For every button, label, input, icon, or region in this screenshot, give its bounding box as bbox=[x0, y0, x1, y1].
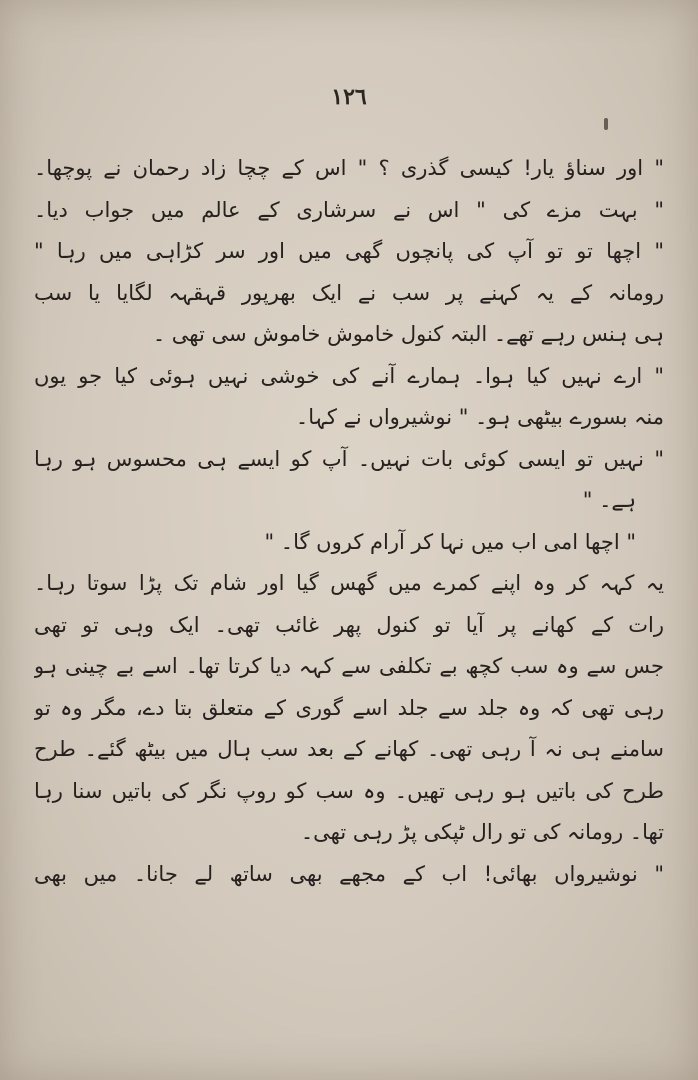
text-line: " نہیں تو ایسی کوئی بات نہیں۔ آپ کو ایسے ہی محسوس ہو رہا bbox=[34, 446, 664, 471]
page-text bbox=[34, 148, 664, 895]
text-line: " اچھا تو تو آپ کی پانچوں گھی میں اور سر کڑاہی میں رہا " bbox=[34, 239, 664, 263]
text-line: جس سے وہ سب کچھ بے تکلفی سے کہہ دیا کرتا تھا۔ اسے بے چینی ہو bbox=[34, 654, 664, 678]
text-line: " ارے نہیں کیا ہوا۔ ہمارے آنے کی خوشی نہیں ہوئی کیا جو یوں bbox=[34, 363, 664, 388]
text-line: رات کے کھانے پر آیا تو کنول پھر غائب تھی۔ ایک وہی تو تھی bbox=[34, 612, 664, 637]
page-number: ١٢٦ bbox=[331, 84, 367, 110]
text-line: ہے۔ " bbox=[582, 488, 636, 512]
text-line: طرح کی باتیں ہو رہی تھیں۔ وہ سب کو روپ نگر کی باتیں سنا رہا bbox=[34, 778, 664, 803]
text-line: " بہت مزے کی " اس نے سرشاری کے عالم میں جواب دیا۔ bbox=[34, 197, 664, 222]
text-line: " اچھا امی اب میں نہا کر آرام کروں گا۔ " bbox=[264, 529, 636, 554]
text-line: سامنے ہی نہ آ رہی تھی۔ کھانے کے بعد سب ہال میں بیٹھ گئے۔ طرح bbox=[34, 737, 664, 761]
text-line: تھا۔ رومانہ کی تو رال ٹپکی پڑ رہی تھی۔ bbox=[300, 820, 664, 844]
text-line: منہ بسورے بیٹھی ہو۔ " نوشیرواں نے کہا۔ bbox=[295, 405, 664, 429]
text-line: " نوشیرواں بھائی! اب کے مجھے بھی ساتھ لے جانا۔ میں بھی bbox=[34, 861, 664, 886]
text-line: " اور سناؤ یار! کیسی گذری ؟ " اس کے چچا زاد رحمان نے پوچھا۔ bbox=[34, 156, 664, 180]
text-line: رہی تھی کہ وہ جلد سے جلد اسے گوری کے متعلق بتا دے، مگر وہ تو bbox=[34, 695, 664, 720]
text-line: رومانہ کے یہ کہنے پر سب نے ایک بھرپور قہقہہ لگایا یا سب bbox=[34, 280, 664, 305]
text-line: ہی ہنس رہے تھے۔ البتہ کنول خاموش خاموش سی تھی ۔ bbox=[152, 322, 664, 346]
text-line: یہ کہہ کر وہ اپنے کمرے میں گھس گیا اور شام تک پڑا سوتا رہا۔ bbox=[34, 571, 664, 595]
ink-mark bbox=[604, 118, 608, 130]
